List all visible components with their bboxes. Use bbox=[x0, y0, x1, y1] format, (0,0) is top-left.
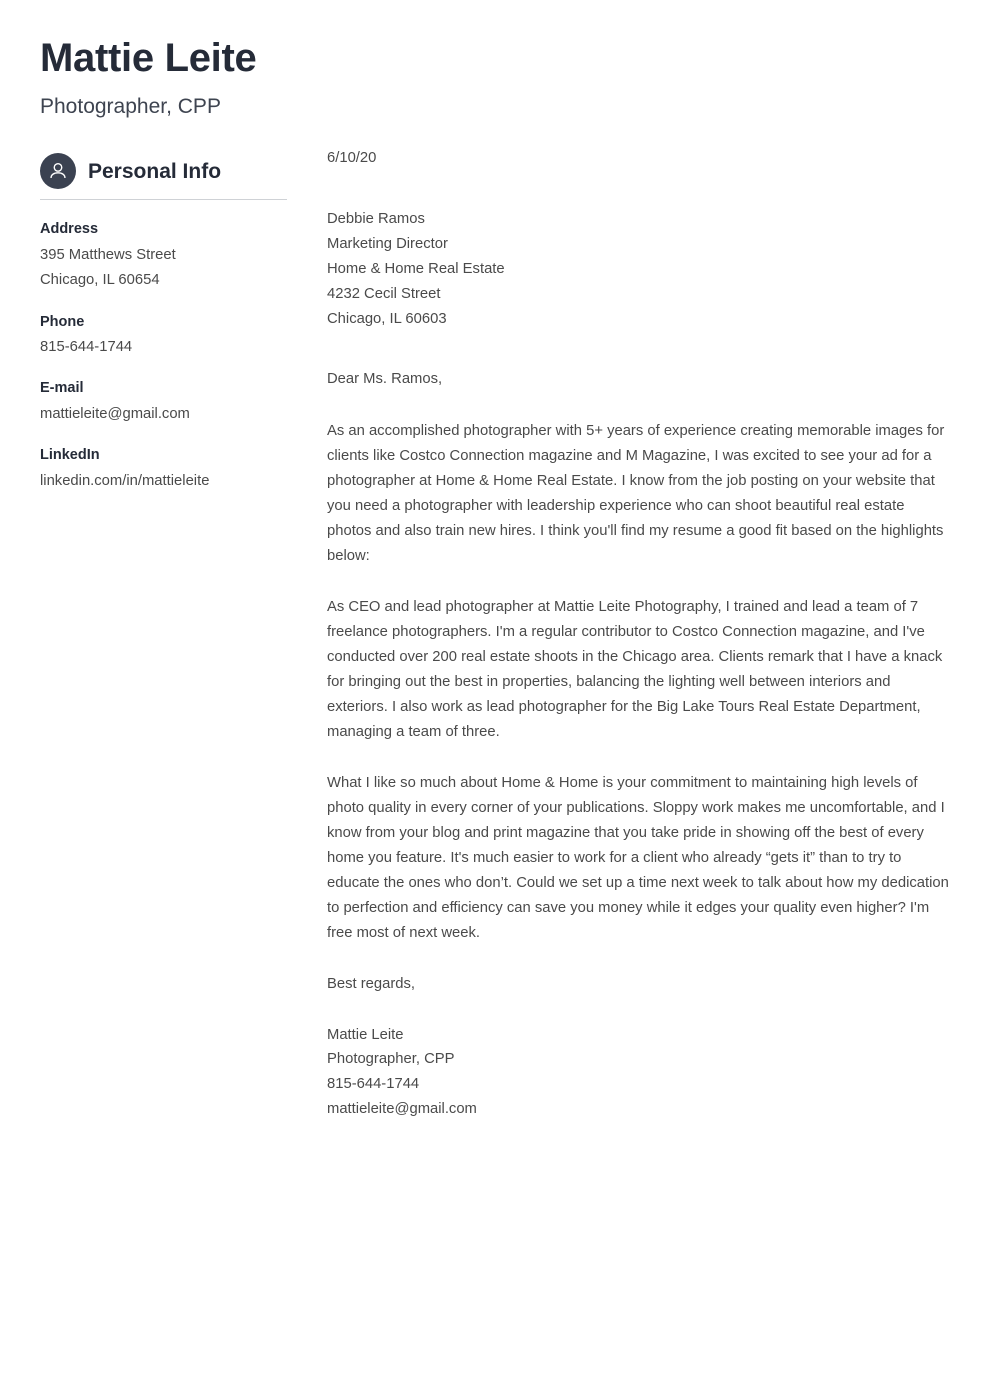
body-paragraph-2: As CEO and lead photographer at Mattie Leite Photography, I trained and lead a team of 7 freelance photographers. I'm a regular contributor to Costco Connection magazine, and I've conducted over 200 real estate shoots in the Chicago area. Clients remark that I have a knack for bringing out the best in properties, balancing the lighting well between interiors and exteriors. I also work as lead photographer for the Big Lake Tours Real Estate Department, managing a team of three. bbox=[327, 598, 943, 740]
info-label: LinkedIn bbox=[40, 447, 100, 464]
recipient-title: Marketing Director bbox=[327, 235, 448, 252]
body-paragraph-1: As an accomplished photographer with 5+ years of experience creating memorable images for clients like Costco Connection magazine and M Magazine, I was excited to see your ad for a photographer at Home & Home Real Estate. I know from the job posting on your website that you need a photographer with leadership experience who can shoot beautiful real estate photos and also train new hires. I think you'll find my resume a good fit based on the highlights below: bbox=[327, 422, 945, 564]
page-title: Mattie Leite bbox=[40, 36, 257, 80]
section-divider bbox=[40, 199, 287, 200]
info-block-phone bbox=[40, 311, 290, 361]
info-block-linkedin bbox=[40, 444, 290, 494]
personal-info-header bbox=[40, 153, 290, 189]
info-value-email[interactable]: mattieleite@gmail.com bbox=[40, 405, 190, 422]
signature-name: Mattie Leite bbox=[327, 1026, 404, 1043]
recipient-company: Home & Home Real Estate bbox=[327, 260, 505, 277]
personal-info-title: Personal Info bbox=[88, 159, 222, 183]
info-value: 395 Matthews Street bbox=[40, 246, 176, 263]
recipient-block bbox=[327, 207, 952, 331]
recipient-city: Chicago, IL 60603 bbox=[327, 310, 447, 327]
recipient-name: Debbie Ramos bbox=[327, 211, 425, 228]
signature-block bbox=[327, 1023, 952, 1122]
closing: Best regards, bbox=[327, 975, 416, 992]
letter-date: 6/10/20 bbox=[327, 150, 377, 166]
recipient-street: 4232 Cecil Street bbox=[327, 285, 441, 302]
salutation: Dear Ms. Ramos, bbox=[327, 371, 443, 388]
person-icon bbox=[40, 153, 76, 189]
info-label: E-mail bbox=[40, 380, 84, 397]
info-block-email bbox=[40, 377, 290, 427]
info-value: Chicago, IL 60654 bbox=[40, 272, 160, 289]
info-label: Address bbox=[40, 221, 99, 238]
info-block-address bbox=[40, 218, 290, 293]
job-title: Photographer, CPP bbox=[40, 95, 221, 118]
info-value: 815-644-1744 bbox=[40, 339, 133, 355]
signature-phone: 815-644-1744 bbox=[327, 1076, 420, 1093]
info-value-linkedin[interactable]: linkedin.com/in/mattieleite bbox=[40, 472, 210, 489]
letter-body bbox=[327, 146, 952, 1122]
signature-email: mattieleite@gmail.com bbox=[327, 1101, 477, 1118]
signature-title: Photographer, CPP bbox=[327, 1051, 455, 1068]
sidebar bbox=[40, 36, 290, 511]
info-label: Phone bbox=[40, 313, 85, 330]
body-paragraph-3: What I like so much about Home & Home is your commitment to maintaining high levels of photo quality in every corner of your publications. Sloppy work makes me uncomfortable, and I know from your blog and print magazine that you take pride in showing off the best of every home you feature. It's much easier to work for a client who already “gets it” than to try to educate the ones who don’t. Could we set up a time next week to talk about how my dedication to perfection and efficiency can save you money while it edges your quality even higher? I'm free most of next week. bbox=[327, 774, 949, 941]
